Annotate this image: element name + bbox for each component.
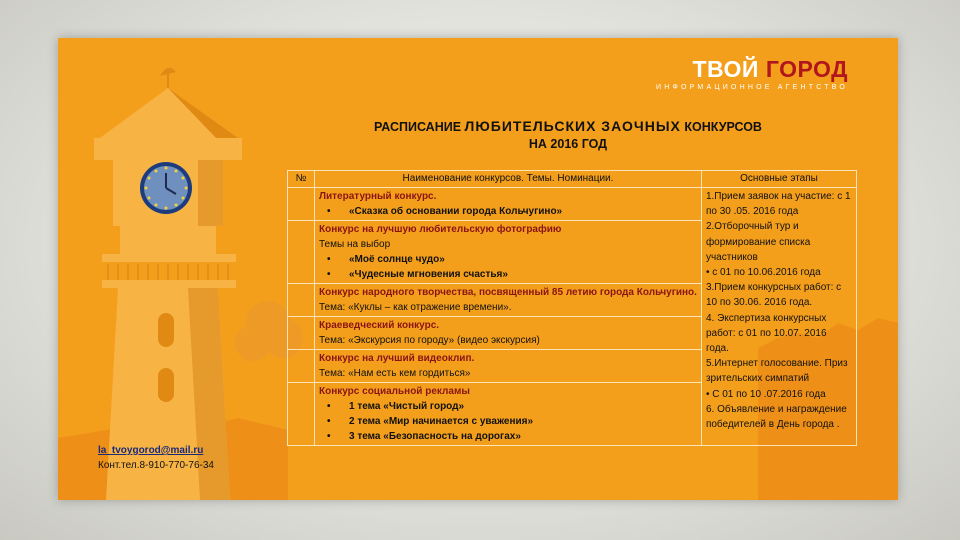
contest-bullet: • «Чудесные мгновения счастья» [319, 267, 697, 282]
title-part-3: КОНКУРСОВ [684, 120, 762, 134]
contact-phone: Конт.тел.8-910-770-76-34 [98, 460, 214, 471]
contest-bullet: • 1 тема «Чистый город» [319, 399, 697, 414]
contest-line: Тема: «Экскурсия по городу» (видео экскурсия) [319, 335, 540, 346]
contest-cell [315, 317, 702, 350]
header-stages: Основные этапы [701, 171, 856, 188]
contest-bullet: • «Сказка об основании города Кольчугино» [319, 204, 697, 219]
contest-cell [315, 221, 702, 284]
contest-title: Краеведческий конкурс. [319, 320, 440, 331]
clock-icon [140, 162, 192, 214]
contest-title: Литературный конкурс. [319, 191, 437, 202]
contest-bullet: • 3 тема «Безопасность на дорогах» [319, 429, 697, 444]
contest-title: Конкурс народного творчества, посвященный 85 летию города Кольчугино. [319, 287, 697, 298]
contest-cell [315, 284, 702, 317]
contest-cell [315, 350, 702, 383]
contact-block [98, 443, 214, 473]
stage-item: • с 01 по 10.06.2016 года [705, 267, 821, 279]
contact-email[interactable]: la_tvoygorod@mail.ru [98, 445, 204, 456]
page-title [308, 118, 828, 153]
stage-item: 2.Отборочный тур и формирование списка участников [705, 221, 811, 263]
slide [58, 38, 898, 500]
row-number-cell [288, 284, 315, 317]
title-line-2: НА 2016 ГОД [528, 137, 608, 151]
contest-line: Тема: «Нам есть кем гордиться» [319, 368, 471, 379]
contest-title: Конкурс социальной рекламы [319, 386, 470, 397]
contest-bullet: • «Моё солнце чудо» [319, 252, 697, 267]
contest-line: Темы на выбор [319, 239, 391, 250]
stages-cell [701, 188, 856, 446]
stage-item: 6. Объявление и награждение победителей в День города . [705, 403, 847, 431]
title-part-2: ЛЮБИТЕЛЬСКИХ ЗАОЧНЫХ [464, 118, 681, 134]
brand-word-1: ТВОЙ [692, 56, 759, 82]
header-contests: Наименование конкурсов. Темы. Номинации. [315, 171, 702, 188]
contest-bullet: • 2 тема «Мир начинается с уважения» [319, 414, 697, 429]
row-number-cell [288, 188, 315, 221]
brand-subtitle: ИНФОРМАЦИОННОЕ АГЕНТСТВО [655, 84, 848, 91]
contest-line: Тема: «Куклы – как отражение времени». [319, 302, 512, 313]
contest-cell [315, 383, 702, 446]
brand-word-2: ГОРОД [765, 56, 848, 82]
row-number-cell [288, 317, 315, 350]
row-number-cell [288, 350, 315, 383]
table-row [288, 188, 857, 221]
stage-item: 5.Интернет голосование. Приз зрительских симпатий [705, 358, 848, 385]
brand-logo [656, 56, 848, 91]
stage-item: 3.Прием конкурсных работ: с 10 по 30.06. 2016 года. [705, 282, 842, 309]
stage-item: 4. Экспертиза конкурсных работ: с 01 по 10.07. 2016 года. [705, 312, 827, 355]
schedule-table [287, 170, 857, 446]
title-part-1: РАСПИСАНИЕ [374, 120, 462, 134]
header-number: № [288, 171, 315, 188]
stage-item: • С 01 по 10 .07.2016 года [705, 388, 826, 400]
contest-title: Конкурс на лучший видеоклип. [319, 353, 475, 364]
row-number-cell [288, 383, 315, 446]
row-number-cell [288, 221, 315, 284]
stage-item: 1.Прием заявок на участие: с 1 по 30 .05. 2016 года [705, 191, 851, 218]
contest-title: Конкурс на лучшую любительскую фотографию [319, 224, 562, 235]
contest-cell [315, 188, 702, 221]
